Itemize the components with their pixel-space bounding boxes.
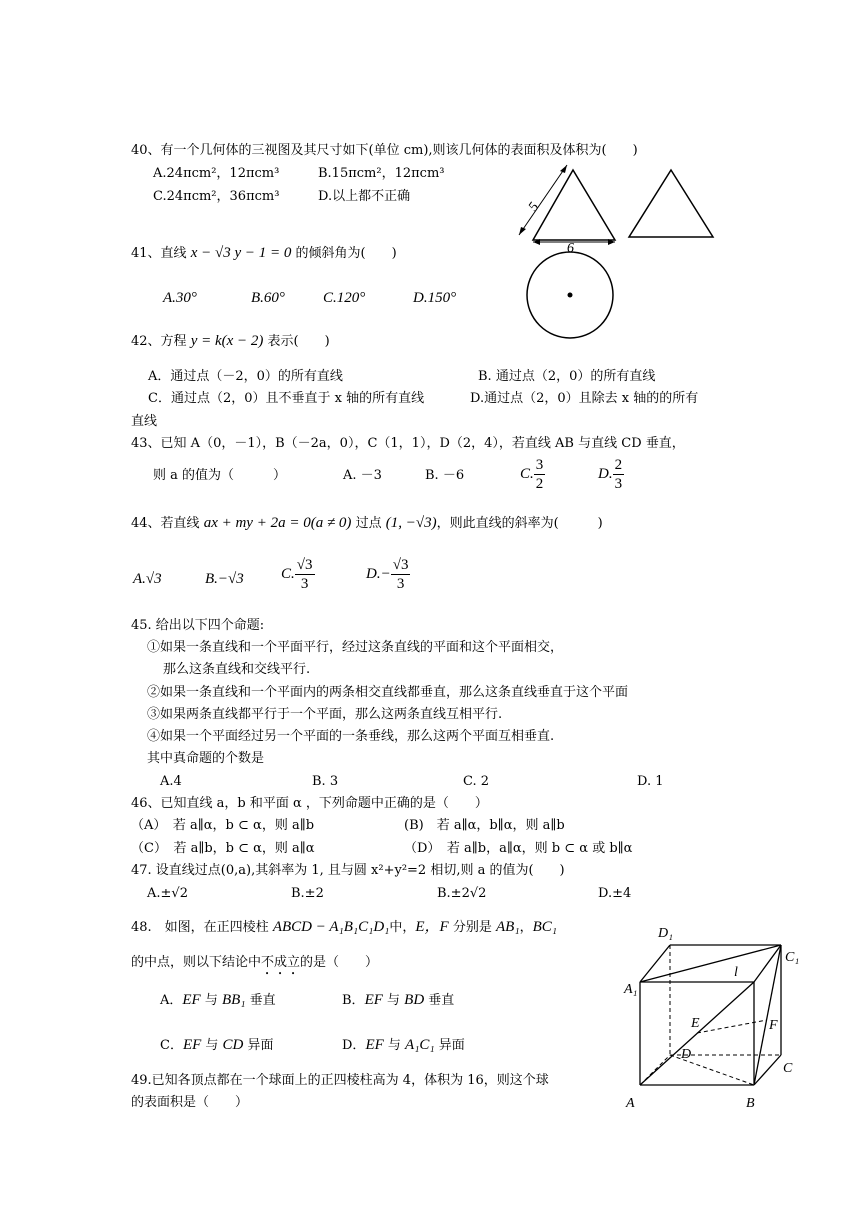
q41-option-c: C.120° — [323, 290, 366, 306]
q44-option-a: A.√3 — [133, 571, 162, 587]
q46-stem: 46、已知直线 a，b 和平面 α ，下列命题中正确的是（ ） — [131, 796, 488, 811]
q43-option-c: C. $\frac{3}{2}$ — [520, 457, 544, 492]
q40-option-c: C.24πcm²，36πcm³ — [153, 189, 280, 204]
prism-figure — [615, 915, 815, 1115]
q48-stem: 48. 如图，在正四棱柱 ABCD − A₁B₁C₁D₁中，E，F 分别是 AB₁，BC₁ — [131, 919, 557, 935]
side-view-triangle — [629, 170, 713, 237]
q42-option-d-cont: 直线 — [131, 414, 158, 429]
label-d1: D₁ — [658, 926, 673, 941]
q41-option-b: B.60° — [251, 290, 285, 306]
q45-option-a: A.4 — [160, 774, 182, 789]
front-view-triangle — [533, 170, 615, 240]
label-a1: A₁ — [624, 982, 638, 997]
q45-prop-1-cont: 那么这条直线和交线平行. — [163, 662, 311, 677]
top-view-center — [568, 293, 573, 298]
q42-option-d: D.通过点（2，0）且除去 x 轴的的所有 — [470, 391, 699, 406]
base-length-label: 6 — [567, 241, 574, 256]
label-a: A — [626, 1096, 635, 1111]
q42-option-c: C．通过点（2，0）且不垂直于 x 轴的所有直线 — [148, 391, 425, 406]
q44-option-b: B.−√3 — [205, 571, 244, 587]
q45-option-b: B. 3 — [312, 774, 339, 789]
q42-option-a: A．通过点（－2，0）的所有直线 — [148, 369, 343, 384]
q44-stem: 44、若直线 ax + my + 2a = 0(a ≠ 0) 过点 (1, −√3)，则此直线的斜率为( ) — [131, 515, 603, 531]
label-c1: C₁ — [785, 950, 800, 965]
q42-option-b: B. 通过点（2，0）的所有直线 — [478, 369, 656, 384]
q49-stem: 49.已知各顶点都在一个球面上的正四棱柱高为 4，体积为 16，则这个球 — [131, 1073, 549, 1088]
label-l: l — [734, 965, 738, 980]
q45-option-d: D. 1 — [637, 774, 664, 789]
q45-prop-3: ③如果两条直线都平行于一个平面，那么这两条直线互相平行. — [147, 707, 503, 722]
q45-ask: 其中真命题的个数是 — [147, 751, 265, 766]
q41-option-d: D.150° — [413, 290, 457, 306]
q49-line2: 的表面积是（ ） — [131, 1095, 249, 1110]
three-view-figure — [505, 160, 745, 360]
q45-prop-1: ①如果一条直线和一个平面平行，经过这条直线的平面和这个平面相交， — [147, 640, 564, 655]
q40-stem: 40、有一个几何体的三视图及其尺寸如下(单位 cm),则该几何体的表面积及体积为( ) — [131, 143, 638, 158]
q43-option-b: B. －6 — [425, 468, 465, 483]
q45-option-c: C. 2 — [463, 774, 490, 789]
q41-stem: 41、直线 x − √3 y − 1 = 0 的倾斜角为( ) — [131, 245, 397, 261]
label-b: B — [746, 1096, 755, 1111]
q44-option-c: C. $\frac{√3}{3}$ — [281, 557, 313, 592]
q46-option-c: （C） 若 a∥b，b ⊂ α，则 a∥α — [131, 841, 315, 856]
q40-option-b: B.15πcm²，12πcm³ — [318, 166, 445, 181]
q48-option-c: C．EF 与 CD 异面 — [160, 1037, 274, 1053]
q43-line2: 则 a 的值为（ ） — [153, 468, 287, 483]
side-length-label: 5 — [525, 199, 543, 215]
q46-option-b: (B) 若 a∥α，b∥α，则 a∥b — [404, 818, 565, 833]
label-e: E — [691, 1016, 700, 1031]
q46-option-d: （D） 若 a∥b，a∥α，则 b ⊂ α 或 b∥α — [404, 841, 633, 856]
q44-option-d: D.− $\frac{√3}{3}$ — [366, 557, 409, 592]
q47-option-b: B.±2 — [291, 886, 324, 901]
q47-option-c: B.±2√2 — [437, 886, 487, 901]
q45-prop-4: ④如果一个平面经过另一个平面的一条垂线，那么这两个平面互相垂直. — [147, 729, 555, 744]
q43-option-a: A. －3 — [343, 468, 382, 483]
q40-option-d: D.以上都不正确 — [318, 189, 411, 204]
q48-option-a: A．EF 与 BB₁ 垂直 — [160, 992, 276, 1008]
label-f: F — [769, 1018, 778, 1033]
q45-prop-2: ②如果一条直线和一个平面内的两条相交直线都垂直，那么这条直线垂直于这个平面 — [147, 685, 629, 700]
q48-option-b: B．EF 与 BD 垂直 — [342, 992, 455, 1008]
q47-option-a: A.±√2 — [147, 886, 188, 901]
q47-stem: 47. 设直线过点(0,a),其斜率为 1, 且与圆 x²+y²=2 相切,则 a 的值为( ) — [131, 863, 565, 878]
label-d: D — [681, 1047, 692, 1062]
q47-option-d: D.±4 — [598, 886, 632, 901]
q40-option-a: A.24πcm²，12πcm³ — [153, 166, 280, 181]
q45-stem: 45. 给出以下四个命题: — [131, 618, 265, 633]
q42-stem: 42、方程 y = k(x − 2) 表示( ) — [131, 333, 330, 349]
q46-option-a: （A） 若 a∥α，b ⊂ α，则 a∥b — [131, 818, 315, 833]
q48-line2: 的中点，则以下结论中不成立的是（ ） — [131, 955, 379, 970]
q48-option-d: D．EF 与 A₁C₁ 异面 — [342, 1037, 465, 1053]
label-c: C — [783, 1061, 793, 1076]
q43-option-d: D. $\frac{2}{3}$ — [598, 457, 623, 492]
q43-stem: 43、已知 A（0，－1），B（－2a，0），C（1，1），D（2，4），若直线 AB 与直线 CD 垂直， — [131, 436, 685, 451]
q41-option-a: A.30° — [163, 290, 197, 306]
